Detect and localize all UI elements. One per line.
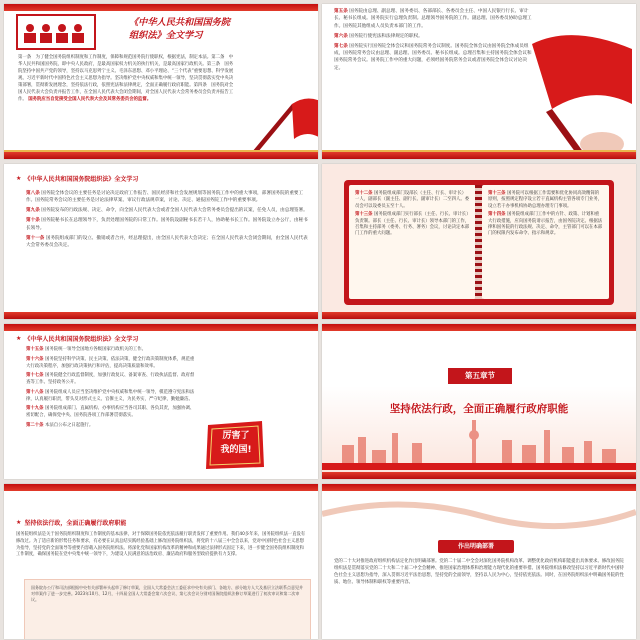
article-13-left: 第十三条 国务院组成部门实行部长（主任、行长、审计长）负责制。部长（主任、行长、审计长）领导本部门的工作，召集和主持部务（委务、行务、署务）会议，讨论决定本部门工作的重大问题。: [355, 212, 470, 237]
deploy-badge: 作出明确部署: [438, 540, 514, 553]
top-bar: [322, 484, 636, 491]
article-12: 第十二条 国务院组成部门设部长（主任、行长、审计长）一人，副部长（副主任、副行长、副审计长）二至四人。委员会可以设委员五至十人。: [355, 191, 470, 209]
section-header: ★ 坚持依法行政，全面正确履行政府职能: [16, 519, 127, 527]
decorative-ribbon: [322, 494, 636, 538]
bottom-bar: [322, 152, 636, 159]
open-book: [344, 180, 614, 305]
slide-7[interactable]: [4, 484, 318, 639]
article-17: 第十七条 国务院健全行政监督制度，加强行政复议、备案审查、行政执法监督、政府督查等工作。坚持政务公开。: [26, 373, 195, 385]
bottom-bar: [4, 312, 318, 319]
article-16: 第十六条 国务院坚持科学决策、民主决策、依法决策，健全行政决策制度体系，规范重大行政决策程序，加强行政决策执行和评估，提高决策质量和效率。: [26, 356, 195, 369]
left-page-text: [355, 191, 470, 240]
bottom-bar: [4, 152, 318, 159]
note-box: [24, 579, 311, 639]
slide-7-paragraph: 国务院组织法是关于国务院组织制度和工作制度的基本法律，对于保障国务院依宪依法履行职责发挥了重要作用。我们40多年来，国务院组织法一直没有修改过。为了适应新的形势任务和要求，有必要在认真总结实践经验基础上修改国务院组织法，将党的十八届三中全会以来，党对中国特色社会主义思想为指导，坚持党的全面领导等重要内容载入国务院组织法。将深化党和国家机构改革的精神和成果通过法律形式固定下来，进一步健全国务院组织制度和工作制度，确保国务院在党中央集中统一领导下，为建设人民满意的法治政府、廉洁政府和服务型政府提供有力支撑。: [16, 532, 306, 558]
left-page: [349, 185, 476, 299]
slide-1-body: [18, 54, 234, 103]
meeting-icon: [16, 14, 96, 50]
star-icon: ★: [16, 519, 22, 526]
slide-3[interactable]: [4, 164, 318, 319]
title-line-1: 《中华人民共和国国务院: [129, 17, 231, 28]
article-19: 第十九条 国务院组成部门、直属机构、办事机构应当各司其职、各负其责，加强协调、密切配合，确保党中央、国务院各项工作部署贯彻落实。: [26, 406, 195, 418]
slide-5[interactable]: [4, 324, 318, 479]
article-6: 第六条 国务院行使宪法和法律规定的职权。: [334, 33, 423, 39]
article-13-right: 第十三条 国务院可以根据工作需要和优化协同高效精简的原则，按照规定程序设立若干直属机构主管各项专门业务，设立若干办事机构协助总理办理专门事项。: [488, 191, 603, 209]
article-8: 第八条 国务院全体会议的主要任务是讨论决定政府工作报告、国民经济和社会发展规划等国务院工作中的重大事项，部署国务院的重要工作。国务院常务会议的主要任务是讨论法律草案、审议行政法规草案，讨论、决定、通报国务院工作中的重要事项。: [26, 191, 304, 204]
right-page: [482, 185, 609, 299]
slide-1-paragraph-bold: 国务院应当自觉接受全国人民代表大会及其常务委员会的监督。: [28, 97, 152, 102]
slide-1[interactable]: [4, 4, 318, 159]
article-7: 第七条 国务院实行国务院全体会议和国务院常务会议制度。国务院全体会议由国务院全体成员组成，国务院常务会议由总理、副总理、国务委员、秘书长组成。总理召集和主持国务院全体会议和国务院常务会议。国务院工作中的重大问题，必须经国务院常务会议或者国务院全体会议讨论决定。: [334, 43, 532, 71]
article-15: 第十五条 国务院统一领导全国地方各级国家行政机关的工作。: [26, 347, 146, 352]
star-icon: ★: [16, 175, 22, 182]
article-11: 第十一条 国务院组成部门的设立、撤销或者合并，经总理提出，由全国人民代表大会决定；在全国人民代表大会闭会期间，由全国人民代表大会常务委员会决定。: [26, 235, 308, 248]
bottom-bar: [322, 312, 636, 319]
article-9: 第九条 国务院发布的行政法规、决定、命令，向全国人民代表大会或者全国人民代表大会常务委员会提出的议案，任免人员，由总理签署。: [26, 208, 308, 214]
slide-4[interactable]: [322, 164, 636, 319]
top-bar: [4, 4, 318, 11]
slide-3-body: [26, 190, 310, 252]
article-20: 第二十条 本法自公布之日起施行。: [26, 422, 94, 428]
slide-8[interactable]: [322, 484, 636, 639]
slide-2[interactable]: [322, 4, 636, 159]
waving-flag-icon: [522, 24, 636, 159]
slide-2-body: [334, 8, 534, 75]
note-text: 国务院办公厅和司法部根据中央有关部署牵头起草了修订草案，全国人大常委会法工委征求中央有关部门、各地方、部分地方人大及基层立法联系点意见并对草案作了进一步完善。2023年10月、12月，十四届全国人大常委会第六次会议、第七次会议分别对国务院组织法修订草案进行了初次审议和第二次审议。: [31, 585, 303, 602]
top-bar: [4, 484, 318, 491]
star-icon: ★: [16, 335, 22, 342]
slide-5-body: [26, 346, 196, 431]
article-5: 第五条 国务院由总理、副总理、国务委员、各部部长、各委员会主任、中国人民银行行长、审计长、秘书长组成。国务院实行总理负责制。总理领导国务院的工作。副总理、国务委员协助总理工作。国务院其他组成人员负责本部门的工作。: [334, 9, 532, 29]
right-page-text: [488, 191, 603, 240]
slide-6[interactable]: [322, 324, 636, 479]
section-header: ★ 《中华人民共和国国务院组织法》全文学习: [16, 175, 139, 183]
article-18: 第十八条 国务院组成人员应当坚决维护党中央权威和集中统一领导，模范遵守宪法和法律，认真履行职责，带头反对形式主义、官僚主义，为民务实，严守纪律，勤勉廉洁。: [26, 389, 195, 402]
chapter-badge: 第五章节: [448, 368, 512, 384]
article-10: 第十条 国务院秘书长在总理领导下，负责处理国务院的日常工作。国务院设副秘书长若干人，协助秘书长工作。国务院设立办公厅，由秘书长领导。: [26, 218, 308, 231]
chapter-headline: 坚持依法行政，全面正确履行政府职能: [389, 403, 569, 415]
slogan-stamp: [204, 419, 266, 471]
bottom-bar: [322, 472, 636, 479]
title-line-2: 组织法》全文学习: [129, 30, 203, 41]
stamp-text-1: 厉害了: [222, 431, 250, 441]
article-14: 第十四条 国务院组成部门工作中的方针、政策、计划和重大行政措施，应向国务院请示报告，由国务院决定。根据法律和国务院的行政法规、决定、命令，主管部门可以在本部门的权限内发布命令、指示和规章。: [488, 212, 603, 237]
section-header: ★ 《中华人民共和国国务院组织法》全文学习: [16, 335, 139, 343]
top-bar: [4, 324, 318, 331]
stamp-text-2: 我的国!: [220, 445, 252, 455]
slide-1-paragraph: 第一条 为了健全国务院组织制度和工作制度，保障和规范国务院行使职权，根据宪法，制定本法。第二条 中华人民共和国国务院，即中央人民政府，是最高国家权力机关的执行机关，是最高国家行政机关。第三条 国务院坚持中国共产党的领导，坚持以马克思列宁主义、毛泽东思想、邓小平理论、“三个代表”重要思想、科学发展观、习近平新时代中国特色社会主义思想为指导。坚决维护党中央权威和集中统一领导，坚决贯彻落实党中央决策部署，贯彻新发展理念，坚持依法行政，依照宪法和法律规定，全面正确履行政府职能。第四条 国务院对全国人民代表大会负责并报告工作，在全国人民代表大会闭会期间，对全国人民代表大会常务委员会负责并报告工作。: [18, 55, 234, 102]
slide-8-paragraph: 党的二十大对推进政府组织机构法定化作出明确部署。党的二十届二中全会对深化国务院机构改革、调整优化政府机构职能提出具体要求。修改国务院组织法是贯彻落实党的二十大和二十届二中全会精神、推进国家治理体系和治理能力现代化的重要举措。国务院组织法修改坚持以习近平新时代中国特色社会主义思想为指导，深入贯彻习近平法治思想，坚持党的全面领导，坚持以人民为中心，坚持依宪依法。同时，在国务院组织法中明确国务院的性质、地位、领导体制和职权等重要内容。: [334, 559, 624, 585]
city-skyline-icon: [322, 415, 636, 470]
slide-1-title: [129, 16, 230, 42]
top-bar: [322, 324, 636, 331]
